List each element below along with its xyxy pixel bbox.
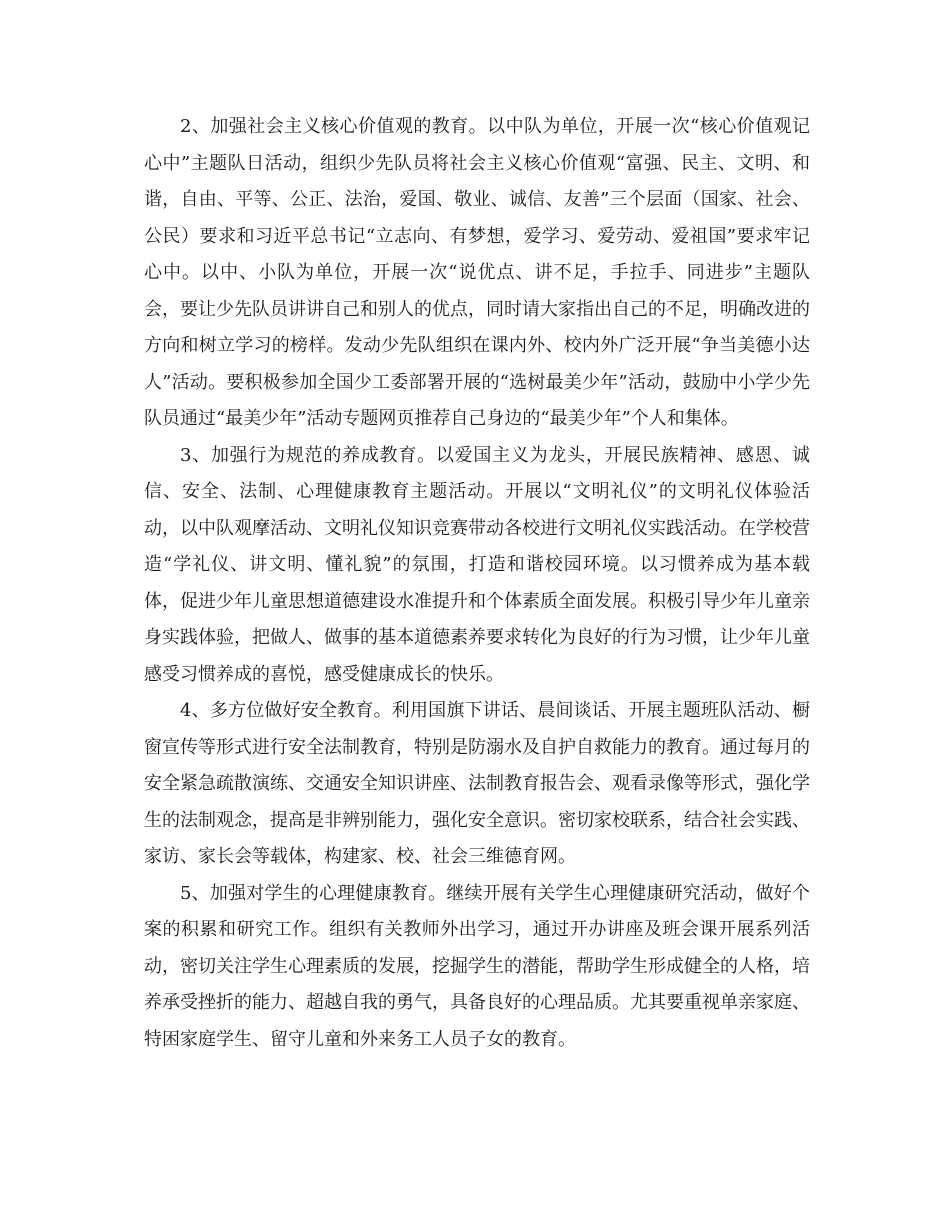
paragraph-section-5: 5、加强对学生的心理健康教育。继续开展有关学生心理健康研究活动，做好个案的积累和研究工作。组织有关教师外出学习，通过开办讲座及班会课开展系列活动，密切关注学生心理素质的发展，挖掘学生的潜能，帮助学生形成健全的人格，培养承受挫折的能力、超越自我的勇气，具备良好的心理品质。尤其要重视单亲家庭、特困家庭学生、留守儿童和外来务工人员子女的教育。 bbox=[144, 882, 810, 1050]
document-body bbox=[144, 109, 810, 1058]
paragraph-section-4: 4、多方位做好安全教育。利用国旗下讲话、晨间谈话、开展主题班队活动、橱窗宣传等形式进行安全法制教育，特别是防溺水及自护自救能力的教育。通过每月的安全紧急疏散演练、交通安全知识讲座、法制教育报告会、观看录像等形式，强化学生的法制观念，提高是非辨别能力，强化安全意识。密切家校联系，结合社会实践、家访、家长会等载体，构建家、校、社会三维德育网。 bbox=[144, 700, 810, 867]
paragraph-section-3: 3、加强行为规范的养成教育。以爱国主义为龙头，开展民族精神、感恩、诚信、安全、法制、心理健康教育主题活动。开展以“文明礼仪”的文明礼仪体验活动，以中队观摩活动、文明礼仪知识竞赛带动各校进行文明礼仪实践活动。在学校营造“学礼仪、讲文明、懂礼貌”的氛围，打造和谐校园环境。以习惯养成为基本载体，促进少年儿童思想道德建设水准提升和个体素质全面发展。积极引导少年儿童亲身实践体验，把做人、做事的基本道德素养要求转化为良好的行为习惯，让少年儿童感受习惯养成的喜悦，感受健康成长的快乐。 bbox=[144, 444, 810, 685]
paragraph-section-2: 2、加强社会主义核心价值观的教育。以中队为单位，开展一次“核心价值观记心中”主题队日活动，组织少先队员将社会主义核心价值观“富强、民主、文明、和谐，自由、平等、公正、法治，爱国、敬业、诚信、友善”三个层面（国家、社会、公民）要求和习近平总书记“立志向、有梦想，爱学习、爱劳动、爱祖国”要求牢记心中。以中、小队为单位，开展一次“说优点、讲不足，手拉手、同进步”主题队会，要让少先队员讲讲自己和别人的优点，同时请大家指出自己的不足，明确改进的方向和树立学习的榜样。发动少先队组织在课内外、校内外广泛开展“争当美德小达人”活动。要积极参加全国少工委部署开展的“选树最美少年”活动，鼓励中小学少先队员通过“最美少年”活动专题网页推荐自己身边的“最美少年”个人和集体。 bbox=[144, 116, 810, 429]
